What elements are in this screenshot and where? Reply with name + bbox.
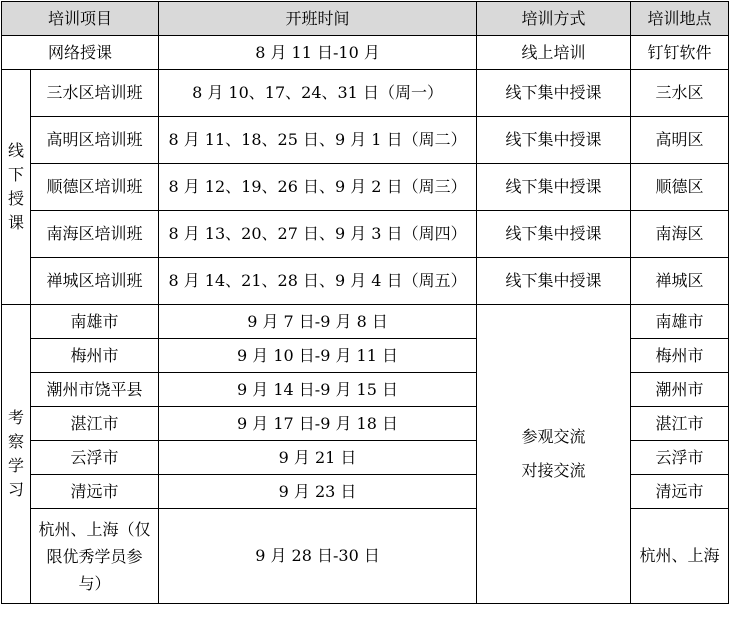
study-method-line: 参观交流 bbox=[521, 427, 586, 446]
study-location: 湛江市 bbox=[631, 407, 729, 441]
study-location: 云浮市 bbox=[631, 441, 729, 475]
study-time: 9 月 17 日-9 月 18 日 bbox=[159, 407, 477, 441]
offline-row bbox=[2, 258, 729, 305]
study-destination-text: 杭州、上海（仅限优秀学员参与） bbox=[38, 519, 151, 593]
offline-class-location: 顺德区 bbox=[631, 164, 729, 211]
offline-class-time: 8 月 13、20、27 日、9 月 3 日（周四） bbox=[159, 211, 477, 258]
online-time: 8 月 11 日-10 月 bbox=[159, 36, 477, 70]
study-group-char: 学 bbox=[7, 456, 24, 475]
offline-class-location: 三水区 bbox=[631, 70, 729, 117]
study-destination: 清远市 bbox=[31, 475, 159, 509]
study-location: 梅州市 bbox=[631, 339, 729, 373]
offline-group-char: 线 bbox=[7, 141, 24, 160]
study-group-char: 考 bbox=[7, 408, 24, 427]
offline-class-name: 南海区培训班 bbox=[31, 211, 159, 258]
study-time: 9 月 21 日 bbox=[159, 441, 477, 475]
study-time: 9 月 23 日 bbox=[159, 475, 477, 509]
offline-group-char: 课 bbox=[7, 213, 24, 232]
offline-row bbox=[2, 117, 729, 164]
study-row bbox=[2, 305, 729, 339]
online-item: 网络授课 bbox=[2, 36, 159, 70]
study-destination: 梅州市 bbox=[31, 339, 159, 373]
study-destination bbox=[31, 509, 159, 604]
offline-class-time: 8 月 12、19、26 日、9 月 2 日（周三） bbox=[159, 164, 477, 211]
study-group-char: 习 bbox=[7, 480, 24, 499]
offline-class-method: 线下集中授课 bbox=[477, 164, 631, 211]
study-destination: 潮州市饶平县 bbox=[31, 373, 159, 407]
study-destination: 南雄市 bbox=[31, 305, 159, 339]
offline-class-location: 高明区 bbox=[631, 117, 729, 164]
offline-class-name: 三水区培训班 bbox=[31, 70, 159, 117]
offline-class-location: 南海区 bbox=[631, 211, 729, 258]
training-schedule-table bbox=[1, 1, 729, 604]
online-method: 线上培训 bbox=[477, 36, 631, 70]
offline-group-char: 下 bbox=[7, 165, 24, 184]
header-location: 培训地点 bbox=[631, 2, 729, 36]
offline-class-time: 8 月 10、17、24、31 日（周一） bbox=[159, 70, 477, 117]
header-method: 培训方式 bbox=[477, 2, 631, 36]
study-destination: 湛江市 bbox=[31, 407, 159, 441]
study-location: 潮州市 bbox=[631, 373, 729, 407]
offline-row bbox=[2, 164, 729, 211]
offline-class-location: 禅城区 bbox=[631, 258, 729, 305]
study-time: 9 月 14 日-9 月 15 日 bbox=[159, 373, 477, 407]
online-location: 钉钉软件 bbox=[631, 36, 729, 70]
online-row bbox=[2, 36, 729, 70]
study-location: 清远市 bbox=[631, 475, 729, 509]
offline-row bbox=[2, 211, 729, 258]
offline-class-name: 高明区培训班 bbox=[31, 117, 159, 164]
header-row bbox=[2, 2, 729, 36]
offline-class-method: 线下集中授课 bbox=[477, 258, 631, 305]
offline-class-name: 禅城区培训班 bbox=[31, 258, 159, 305]
study-location: 杭州、上海 bbox=[631, 509, 729, 604]
offline-class-name: 顺德区培训班 bbox=[31, 164, 159, 211]
offline-class-time: 8 月 14、21、28 日、9 月 4 日（周五） bbox=[159, 258, 477, 305]
offline-class-method: 线下集中授课 bbox=[477, 117, 631, 164]
offline-row bbox=[2, 70, 729, 117]
header-time: 开班时间 bbox=[159, 2, 477, 36]
offline-group-label bbox=[2, 70, 31, 305]
study-time: 9 月 7 日-9 月 8 日 bbox=[159, 305, 477, 339]
header-item: 培训项目 bbox=[2, 2, 159, 36]
study-group-char: 察 bbox=[7, 432, 24, 451]
study-destination: 云浮市 bbox=[31, 441, 159, 475]
study-time: 9 月 28 日-30 日 bbox=[159, 509, 477, 604]
study-location: 南雄市 bbox=[631, 305, 729, 339]
study-group-label bbox=[2, 305, 31, 604]
study-method-line: 对接交流 bbox=[521, 461, 586, 480]
study-method bbox=[477, 305, 631, 604]
offline-class-time: 8 月 11、18、25 日、9 月 1 日（周二） bbox=[159, 117, 477, 164]
offline-class-method: 线下集中授课 bbox=[477, 211, 631, 258]
offline-group-char: 授 bbox=[7, 189, 24, 208]
study-time: 9 月 10 日-9 月 11 日 bbox=[159, 339, 477, 373]
offline-class-method: 线下集中授课 bbox=[477, 70, 631, 117]
